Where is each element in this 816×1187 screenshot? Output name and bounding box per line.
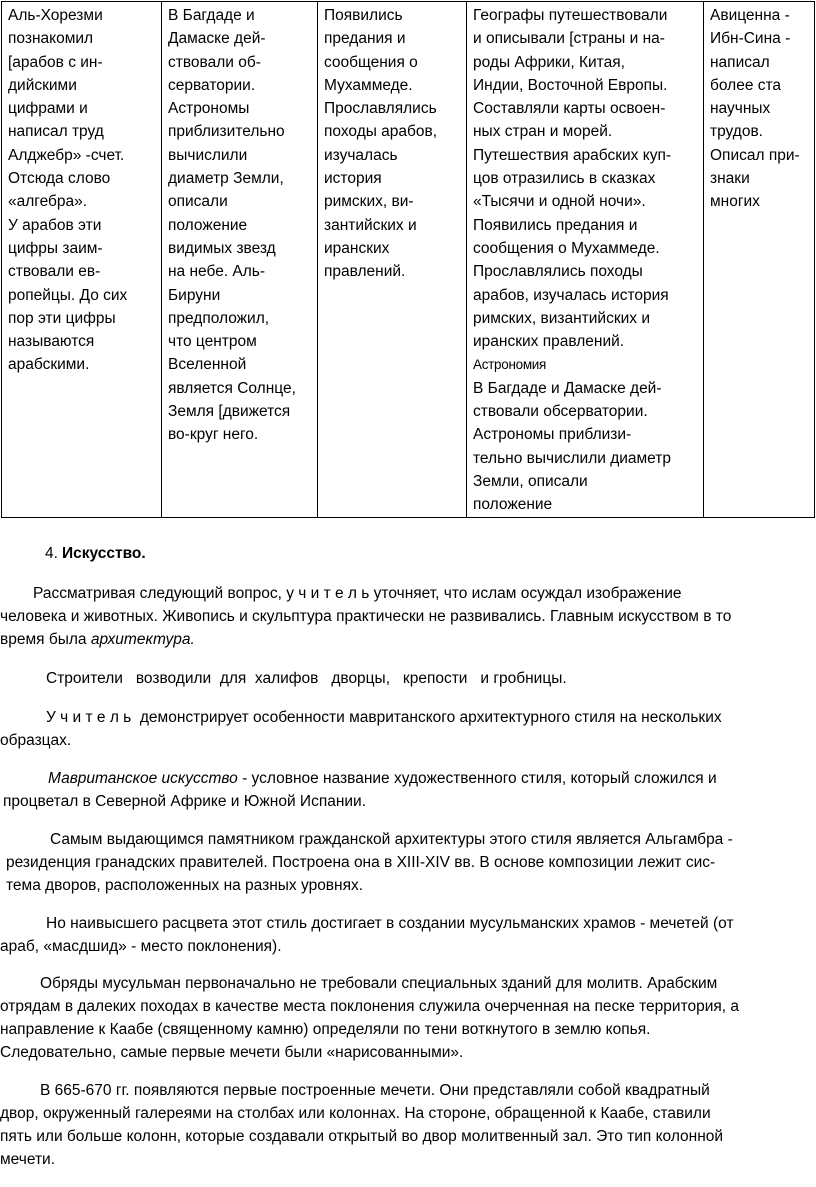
cell-line: иранских xyxy=(324,239,390,257)
cell-line: предания и xyxy=(324,30,406,48)
text: время была xyxy=(0,631,91,648)
cell-line: диаметр Земли, xyxy=(168,170,284,188)
cell-line: видимых звезд xyxy=(168,239,276,257)
cell-line: написал xyxy=(710,53,770,71)
cell-line: ствовали обсерватории. xyxy=(473,403,648,421)
cell-line: называются xyxy=(8,333,95,351)
cell-line: Прославлялись xyxy=(324,100,437,118)
cell-line: Астрономы xyxy=(168,100,250,118)
text: образцах. xyxy=(0,732,72,749)
cell-line: римских, византийских и xyxy=(473,309,650,327)
text: тема дворов, расположенных на разных уровнях. xyxy=(6,877,364,894)
cell-line: во-круг него. xyxy=(168,426,259,444)
cell-line: [арабов с ин- xyxy=(8,53,103,71)
text: уточняет, что ислам осуждал изображение xyxy=(369,585,682,602)
cell-line: ных стран и морей. xyxy=(473,123,613,141)
text: мечети. xyxy=(0,1151,56,1168)
cell-line: является Солнце, xyxy=(168,379,296,397)
text: человека и животных. Живопись и скульптура практически не развивались. Главным искусством в то xyxy=(0,608,732,625)
cell-line: написал труд xyxy=(8,123,104,141)
text: пять или больше колонн, которые создавали открытый во двор молитвенный зал. Это тип колонной xyxy=(0,1128,724,1145)
cell-line: арабов, изучалась история xyxy=(473,286,669,304)
cell-line: Вселенной xyxy=(168,356,247,374)
text: Но наивысшего расцвета этот стиль достигает в создании мусульманских храмов - мечетей (от xyxy=(46,915,734,932)
cell-line: Ибн-Сина - xyxy=(710,30,791,48)
cell-line: Описал при- xyxy=(710,146,800,164)
cell-line: что центром xyxy=(168,333,257,351)
text: араб, «масдшид» - место поклонения). xyxy=(0,938,282,955)
cell-line: Прославлялись походы xyxy=(473,263,643,281)
text-italic: Мавританское искусство xyxy=(48,770,238,787)
text: - условное название художественного стиля, который сложился и xyxy=(237,770,717,787)
cell-line: на небе. Аль- xyxy=(168,263,266,281)
table-cell-khwarizmi xyxy=(2,2,162,518)
paragraph-4 xyxy=(0,767,816,813)
cell-line: арабскими. xyxy=(8,356,90,374)
cell-line: зантийских и xyxy=(324,216,417,234)
cell-line: Аль-Хорезми xyxy=(8,7,103,24)
cell-line: знаки xyxy=(710,170,750,188)
cell-line: более ста xyxy=(710,76,782,94)
cell-line: приблизительно xyxy=(168,123,285,141)
science-table xyxy=(1,1,815,518)
cell-line: Земля [движется xyxy=(168,403,291,421)
cell-line: описали xyxy=(168,193,228,211)
table-cell-observatories xyxy=(162,2,318,518)
text: В 665-670 гг. появляются первые построенные мечети. Они представляли собой квадратный xyxy=(40,1082,710,1099)
cell-line: Астрономы приблизи- xyxy=(473,426,632,444)
cell-line: положение xyxy=(473,496,553,514)
cell-line: Земли, описали xyxy=(473,472,588,490)
table-cell-legends xyxy=(318,2,467,518)
cell-line: Авиценна - xyxy=(710,7,790,24)
table-cell-avicenna xyxy=(704,2,815,518)
paragraph-1 xyxy=(0,582,816,651)
text: Самым выдающимся памятником гражданской архитектуры этого стиля является Альгамбра - xyxy=(50,831,733,848)
cell-line: В Багдаде и Дамаске дей- xyxy=(473,379,662,397)
paragraph-7 xyxy=(0,972,816,1064)
paragraph-3 xyxy=(0,706,816,752)
table-row xyxy=(2,2,815,518)
text: Следовательно, самые первые мечети были «нарисованными». xyxy=(0,1044,464,1061)
cell-line: предположил, xyxy=(168,309,270,327)
cell-line: римских, ви- xyxy=(324,193,414,211)
cell-line: Географы путешествовали xyxy=(473,7,668,24)
cell-line: В Багдаде и xyxy=(168,7,255,24)
cell-line: Бируни xyxy=(168,286,221,304)
cell-line: серватории. xyxy=(168,76,256,94)
cell-line: У арабов эти xyxy=(8,216,102,234)
cell-line: сообщения о xyxy=(324,53,418,71)
cell-line: правлений. xyxy=(324,263,406,281)
cell-line: вычислили xyxy=(168,146,248,164)
text: Рассматривая следующий вопрос, xyxy=(33,585,287,602)
paragraph-6 xyxy=(0,912,816,958)
cell-line: Мухаммеде. xyxy=(324,76,413,94)
cell-line: Отсюда слово xyxy=(8,170,111,188)
cell-line: Появились xyxy=(324,7,403,24)
cell-line: Появились предания и xyxy=(473,216,638,234)
cell-line: цифры заим- xyxy=(8,239,103,257)
paragraph-2 xyxy=(0,667,816,690)
cell-subheading: Астрономия xyxy=(473,357,547,373)
text: Обряды мусульман первоначально не требовали специальных зданий для молитв. Арабским xyxy=(40,975,718,992)
cell-line: цифрами и xyxy=(8,100,88,118)
section-title: Искусство. xyxy=(62,545,146,562)
cell-line: сообщения о Мухаммеде. xyxy=(473,239,660,257)
cell-line: тельно вычислили диаметр xyxy=(473,449,672,467)
cell-line: многих xyxy=(710,193,760,211)
section-number: 4. xyxy=(45,545,58,562)
text: резиденция гранадских правителей. Построена она в XIII-XIV вв. В основе композиции лежит сис- xyxy=(6,854,716,871)
cell-line: роды Африки, Китая, xyxy=(473,53,625,71)
cell-line: изучалась xyxy=(324,146,398,164)
text: отрядам в далеких походах в качестве места поклонения служила очерченная на песке территория, а xyxy=(0,998,740,1015)
cell-line: пор эти цифры xyxy=(8,309,116,327)
text: Строители возводили для халифов дворцы, крепости и гробницы. xyxy=(46,670,567,687)
cell-line: Путешествия арабских куп- xyxy=(473,146,672,164)
cell-line: научных xyxy=(710,100,771,118)
cell-line: ствовали об- xyxy=(168,53,261,71)
cell-line: ствовали ев- xyxy=(8,263,101,281)
text: демонстрирует особенности мавританского архитектурного стиля на нескольких xyxy=(131,709,722,726)
cell-line: трудов. xyxy=(710,123,763,141)
cell-line: Дамаске дей- xyxy=(168,30,266,48)
cell-line: познакомил xyxy=(8,30,94,48)
cell-line: «алгебра». xyxy=(8,193,88,211)
cell-line: походы арабов, xyxy=(324,123,438,141)
cell-line: Индии, Восточной Европы. xyxy=(473,76,668,94)
paragraph-5 xyxy=(0,828,816,897)
cell-line: положение xyxy=(168,216,248,234)
cell-line: цов отразились в сказках xyxy=(473,170,656,188)
text-spaced: У ч и т е л ь xyxy=(46,709,132,726)
cell-line: дийскими xyxy=(8,76,77,94)
table-cell-geography xyxy=(467,2,704,518)
cell-line: Алджебр» -счет. xyxy=(8,146,125,164)
text-spaced: у ч и т е л ь xyxy=(286,585,370,602)
paragraph-8 xyxy=(0,1079,816,1171)
cell-line: ропейцы. До сих xyxy=(8,286,128,304)
text: процветал в Северной Африке и Южной Испании. xyxy=(3,793,367,810)
text-italic: архитектура. xyxy=(90,631,195,648)
text: направление к Каабе (священному камню) определяли по тени воткнутого в землю копья. xyxy=(0,1021,651,1038)
cell-line: и описывали [страны и на- xyxy=(473,30,665,48)
cell-line: история xyxy=(324,170,382,188)
text: двор, окруженный галереями на столбах или колоннах. На стороне, обращенной к Каабе, ставили xyxy=(0,1105,711,1122)
cell-line: иранских правлений. xyxy=(473,333,625,351)
cell-line: «Тысячи и одной ночи». xyxy=(473,193,646,211)
cell-line: Составляли карты освоен- xyxy=(473,100,666,118)
